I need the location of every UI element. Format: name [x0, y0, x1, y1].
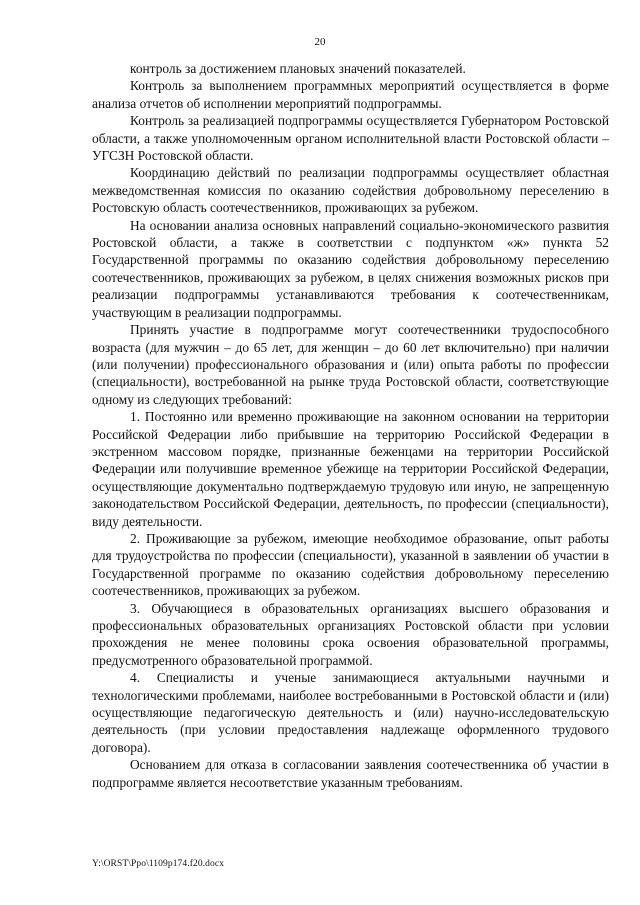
requirement-item-4: 4. Специалисты и ученые занимающиеся актуальными научными и технологическими проблемами, наиболее востребованными в Ростовской области и (или) осуществляющие педагогическую деятельность и (или) научно-исследовательскую деятельность (при условии предоставления надлежаще оформленного трудового договора).: [92, 670, 609, 755]
paragraph-control-governor: Контроль за реализацией подпрограммы осуществляется Губернатором Ростовской области, а также уполномоченным органом исполнительной власти Ростовской области – УГСЗН Ростовской области.: [92, 113, 609, 164]
body-text: [92, 60, 609, 791]
footer-file-path: Y:\ORST\Ppo\1109p174.f20.docx: [92, 859, 225, 869]
paragraph-control-execution: Контроль за выполнением программных мероприятий осуществляется в форме анализа отчетов об исполнении мероприятий подпрограммы.: [92, 78, 609, 111]
paragraph-coordination: Координацию действий по реализации подпрограммы осуществляет областная межведомственная комиссия по оказанию содействия добровольному переселению в Ростовскую область соотечественников, проживающих за рубежом.: [92, 165, 609, 216]
paragraph-control-indicators: контроль за достижением плановых значений показателей.: [130, 61, 466, 76]
paragraph-requirements-basis: На основании анализа основных направлений социально-экономического развития Ростовской области, а также в соответствии с подпунктом «ж» пункта 52 Государственной программы по оказанию содействия добровольному переселению соотечественников, проживающих за рубежом, в целях снижения возможных рисков при реализации подпрограммы устанавливаются требования к соотечественникам, участвующим в реализации подпрограммы.: [92, 217, 609, 320]
requirement-item-3: 3. Обучающиеся в образовательных организациях высшего образования и профессиональных образовательных организациях Ростовской области при условии прохождения не менее половины срока освоения образовательной программы, предусмотренного образовательной программой.: [92, 600, 609, 668]
requirement-item-1: 1. Постоянно или временно проживающие на законном основании на территории Российской Федерации либо прибывшие на территорию Российской Федерации в экстренном массовом порядке, признанные беженцами на территории Российской Федерации или получившие временное убежище на территории Российской Федерации, осуществляющие документально подтверждаемую трудовую или иную, не запрещенную законодательством Российской Федерации, деятельность, по профессии (специальности), виду деятельности.: [92, 409, 609, 529]
paragraph-participation: Принять участие в подпрограмме могут соотечественники трудоспособного возраста (для мужчин – до 65 лет, для женщин – до 60 лет включительно) при наличии (или получении) профессионального образования и (или) опыта работы по профессии (специальности), востребованной на рынке труда Ростовской области, соответствующие одному из следующих требований:: [92, 322, 609, 407]
page-number: 20: [314, 36, 326, 48]
paragraph-refusal-grounds: Основанием для отказа в согласовании заявления соотечественника об участии в подпрограмме является несоответствие указанным требованиям.: [92, 757, 609, 790]
requirement-item-2: 2. Проживающие за рубежом, имеющие необходимое образование, опыт работы для трудоустройства по профессии (специальности), указанной в заявлении об участии в Государственной программе по оказанию содействия добровольному переселению соотечественников, проживающих за рубежом.: [92, 530, 609, 599]
